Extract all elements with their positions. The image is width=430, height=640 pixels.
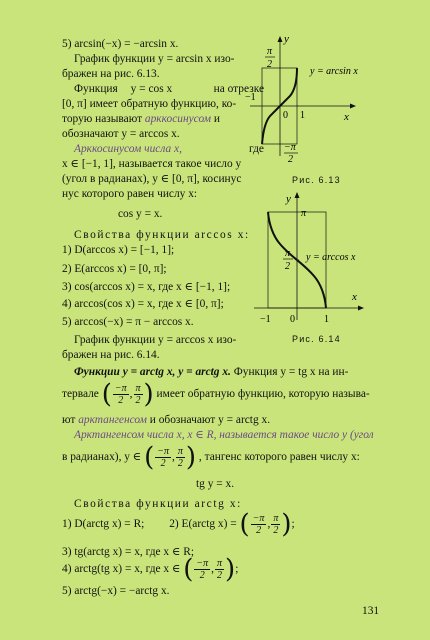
tick-label-1: 1: [300, 110, 305, 121]
text-fragment: Функция y = tg x на ин-: [233, 366, 349, 378]
arcsin-graph-ref-1: График функции y = arcsin x изо-: [74, 53, 235, 65]
arccos-property-1: 1) D(arccos x) = [−1, 1];: [62, 244, 175, 256]
figure-arccos-graph: [240, 190, 390, 330]
numerator: −π: [252, 512, 265, 524]
inverse-cos-line: [0, π] имеет обратную функцию, ко-: [62, 98, 237, 110]
arcsin-graph-ref-2: бражен на рис. 6.13.: [62, 68, 160, 80]
text-fragment: где: [249, 143, 264, 155]
denominator: 2: [256, 524, 262, 536]
arccos-definition-line-2: [62, 157, 241, 171]
tick-label-0: 0: [283, 110, 288, 121]
text-fragment: x ∈ [−1, 1],: [62, 158, 116, 170]
text-fragment: y = cos x: [130, 83, 173, 95]
arccos-definition-line-4: нус которого равен числу x:: [62, 188, 198, 200]
pi-over-2-denominator: 2: [285, 261, 290, 272]
arccos-property-5: 5) arccos(−x) = π − arccos x.: [62, 316, 194, 328]
arccos-definition-line-1: [74, 142, 264, 156]
text-fragment: торую называют: [62, 113, 143, 125]
arctg-interval-line: [62, 377, 370, 411]
fraction-minus-pi-over-2: [194, 558, 210, 581]
arctg-property-4: [62, 552, 238, 586]
arccos-property-2: 2) E(arccos x) = [0, π];: [62, 263, 167, 275]
arccos-graph-ref-2: бражен на рис. 6.14.: [62, 349, 160, 361]
fraction-minus-pi-over-2: [113, 383, 129, 406]
text-fragment: на отрезке: [213, 83, 264, 95]
tick-label-minus-1: −1: [260, 314, 271, 325]
numerator: −π: [114, 382, 127, 394]
right-paren: ): [225, 554, 236, 585]
numerator: π: [135, 382, 141, 394]
fraction-minus-pi-over-2: [251, 513, 267, 536]
left-paren: (: [101, 379, 112, 410]
fraction-minus-pi-over-2: [155, 446, 171, 469]
tick-label-minus-1: −1: [245, 92, 256, 103]
fraction-pi-over-2: [134, 383, 143, 406]
term-arccosine: арккосинусом: [144, 113, 211, 125]
arccos-name-line: [62, 112, 220, 126]
right-paren: ): [143, 379, 154, 410]
comma: ,: [172, 451, 175, 463]
x-axis-arrow: [358, 306, 364, 311]
text-fragment: 4) arctg(tg x) = x, где x ∈: [62, 563, 181, 575]
tick-label-1: 1: [324, 314, 329, 325]
tick-label-0: 0: [290, 314, 295, 325]
arctg-properties-title: Свойства функции arctg x:: [74, 498, 242, 510]
arccos-notation-line: обозначают y = arccos x.: [62, 128, 180, 140]
comma: ,: [211, 563, 215, 575]
arccos-property-3: 3) cos(arccos x) = x, где x ∈ [−1, 1];: [62, 281, 231, 293]
minus-pi-over-2-denominator: 2: [288, 154, 293, 163]
numerator: π: [177, 445, 183, 457]
arccos-property-4: 4) arccos(cos x) = x, где x ∈ [0, π];: [62, 298, 224, 310]
arctg-property-1: 1) D(arctg x) = R;: [62, 518, 145, 530]
term-arctg-definition: Арктангенсом числа x, x ∈ R, называется такое число y (угол: [74, 429, 374, 441]
text-fragment: в радианах), y ∈: [62, 451, 142, 463]
y-axis-label: y: [284, 33, 289, 45]
x-axis-label: x: [352, 291, 357, 303]
numerator: π: [217, 557, 223, 569]
arcsin-property-5: 5) arcsin(−x) = −arcsin x.: [62, 38, 179, 50]
left-paren: (: [239, 509, 250, 540]
text-fragment: ют: [62, 414, 76, 426]
pi-over-2-numerator: π: [267, 46, 273, 57]
comma: ,: [129, 388, 133, 400]
arccos-graph-ref-1: График функции y = arccos x изо-: [74, 334, 237, 346]
equation-tg-y-eq-x: tg y = x.: [196, 478, 235, 490]
arctg-definition-line-2: [62, 440, 360, 474]
text-fragment: и обозначают y = arctg x.: [149, 414, 271, 426]
semicolon: ;: [291, 518, 295, 530]
arctg-property-1-2: [62, 507, 295, 541]
figure-613-caption: Рис. 6.13: [292, 175, 341, 185]
arctg-section-heading: Функции y = arctg x, y = arctg x.: [74, 366, 231, 378]
cos-function-line: [74, 82, 264, 96]
denominator: 2: [217, 569, 223, 581]
denominator: 2: [199, 569, 205, 581]
comma: ,: [267, 518, 271, 530]
denominator: 2: [177, 457, 183, 469]
text-fragment: , тангенс которого равен числу x:: [198, 451, 360, 463]
denominator: 2: [118, 394, 124, 406]
text-fragment: называется такое число y: [118, 158, 242, 170]
page-number: 131: [362, 605, 380, 617]
text-fragment: и: [213, 113, 220, 125]
tick-label-pi: π: [301, 208, 307, 219]
denominator: 2: [160, 457, 166, 469]
arctg-name-line: [62, 413, 270, 427]
numerator: −π: [196, 557, 209, 569]
arccos-definition-line-3: (угол в радианах), y ∈ [0, π], косинус: [62, 173, 242, 185]
y-axis-arrow: [295, 192, 300, 198]
arctg-property-2: 2) E(arctg x) =: [169, 518, 237, 530]
figure-arcsin-graph: [240, 28, 390, 163]
right-paren: ): [281, 509, 292, 540]
minus-pi-over-2-numerator: −π: [284, 142, 296, 153]
y-axis-arrow: [278, 36, 283, 42]
numerator: π: [273, 512, 279, 524]
left-paren: (: [183, 554, 194, 585]
pi-over-2-denominator: 2: [267, 59, 272, 70]
right-paren: ): [185, 442, 197, 473]
fraction-pi-over-2: [215, 558, 224, 581]
fraction-pi-over-2: [176, 446, 185, 469]
y-axis-label: y: [286, 193, 291, 205]
fraction-pi-over-2: [271, 513, 280, 536]
arcsin-curve-label: y = arcsin x: [310, 66, 358, 77]
x-axis-label: x: [344, 111, 349, 123]
arctg-property-3: 3) tg(arctg x) = x, где x ∈ R;: [62, 546, 194, 558]
x-axis-arrow: [350, 104, 356, 109]
left-paren: (: [144, 442, 155, 473]
text-fragment: тервале: [62, 388, 99, 400]
term-arccos-definition: Арккосинусом числа x,: [74, 143, 182, 155]
denominator: 2: [273, 524, 279, 536]
figure-614-caption: Рис. 6.14: [292, 334, 341, 344]
semicolon: ;: [235, 563, 239, 575]
arctg-property-5: 5) arctg(−x) = −arctg x.: [62, 585, 170, 597]
numerator: −π: [157, 445, 170, 457]
pi-over-2-numerator: π: [285, 248, 291, 259]
arccos-properties-title: Свойства функции arccos x:: [74, 229, 250, 241]
term-arctangent: арктангенсом: [78, 414, 147, 426]
denominator: 2: [135, 394, 141, 406]
text-fragment: имеет обратную функцию, которую называ-: [156, 388, 370, 400]
arccos-curve-label: y = arccos x: [306, 252, 356, 263]
text-fragment: Функция: [74, 83, 118, 95]
equation-cos-y-eq-x: cos y = x.: [118, 208, 163, 220]
